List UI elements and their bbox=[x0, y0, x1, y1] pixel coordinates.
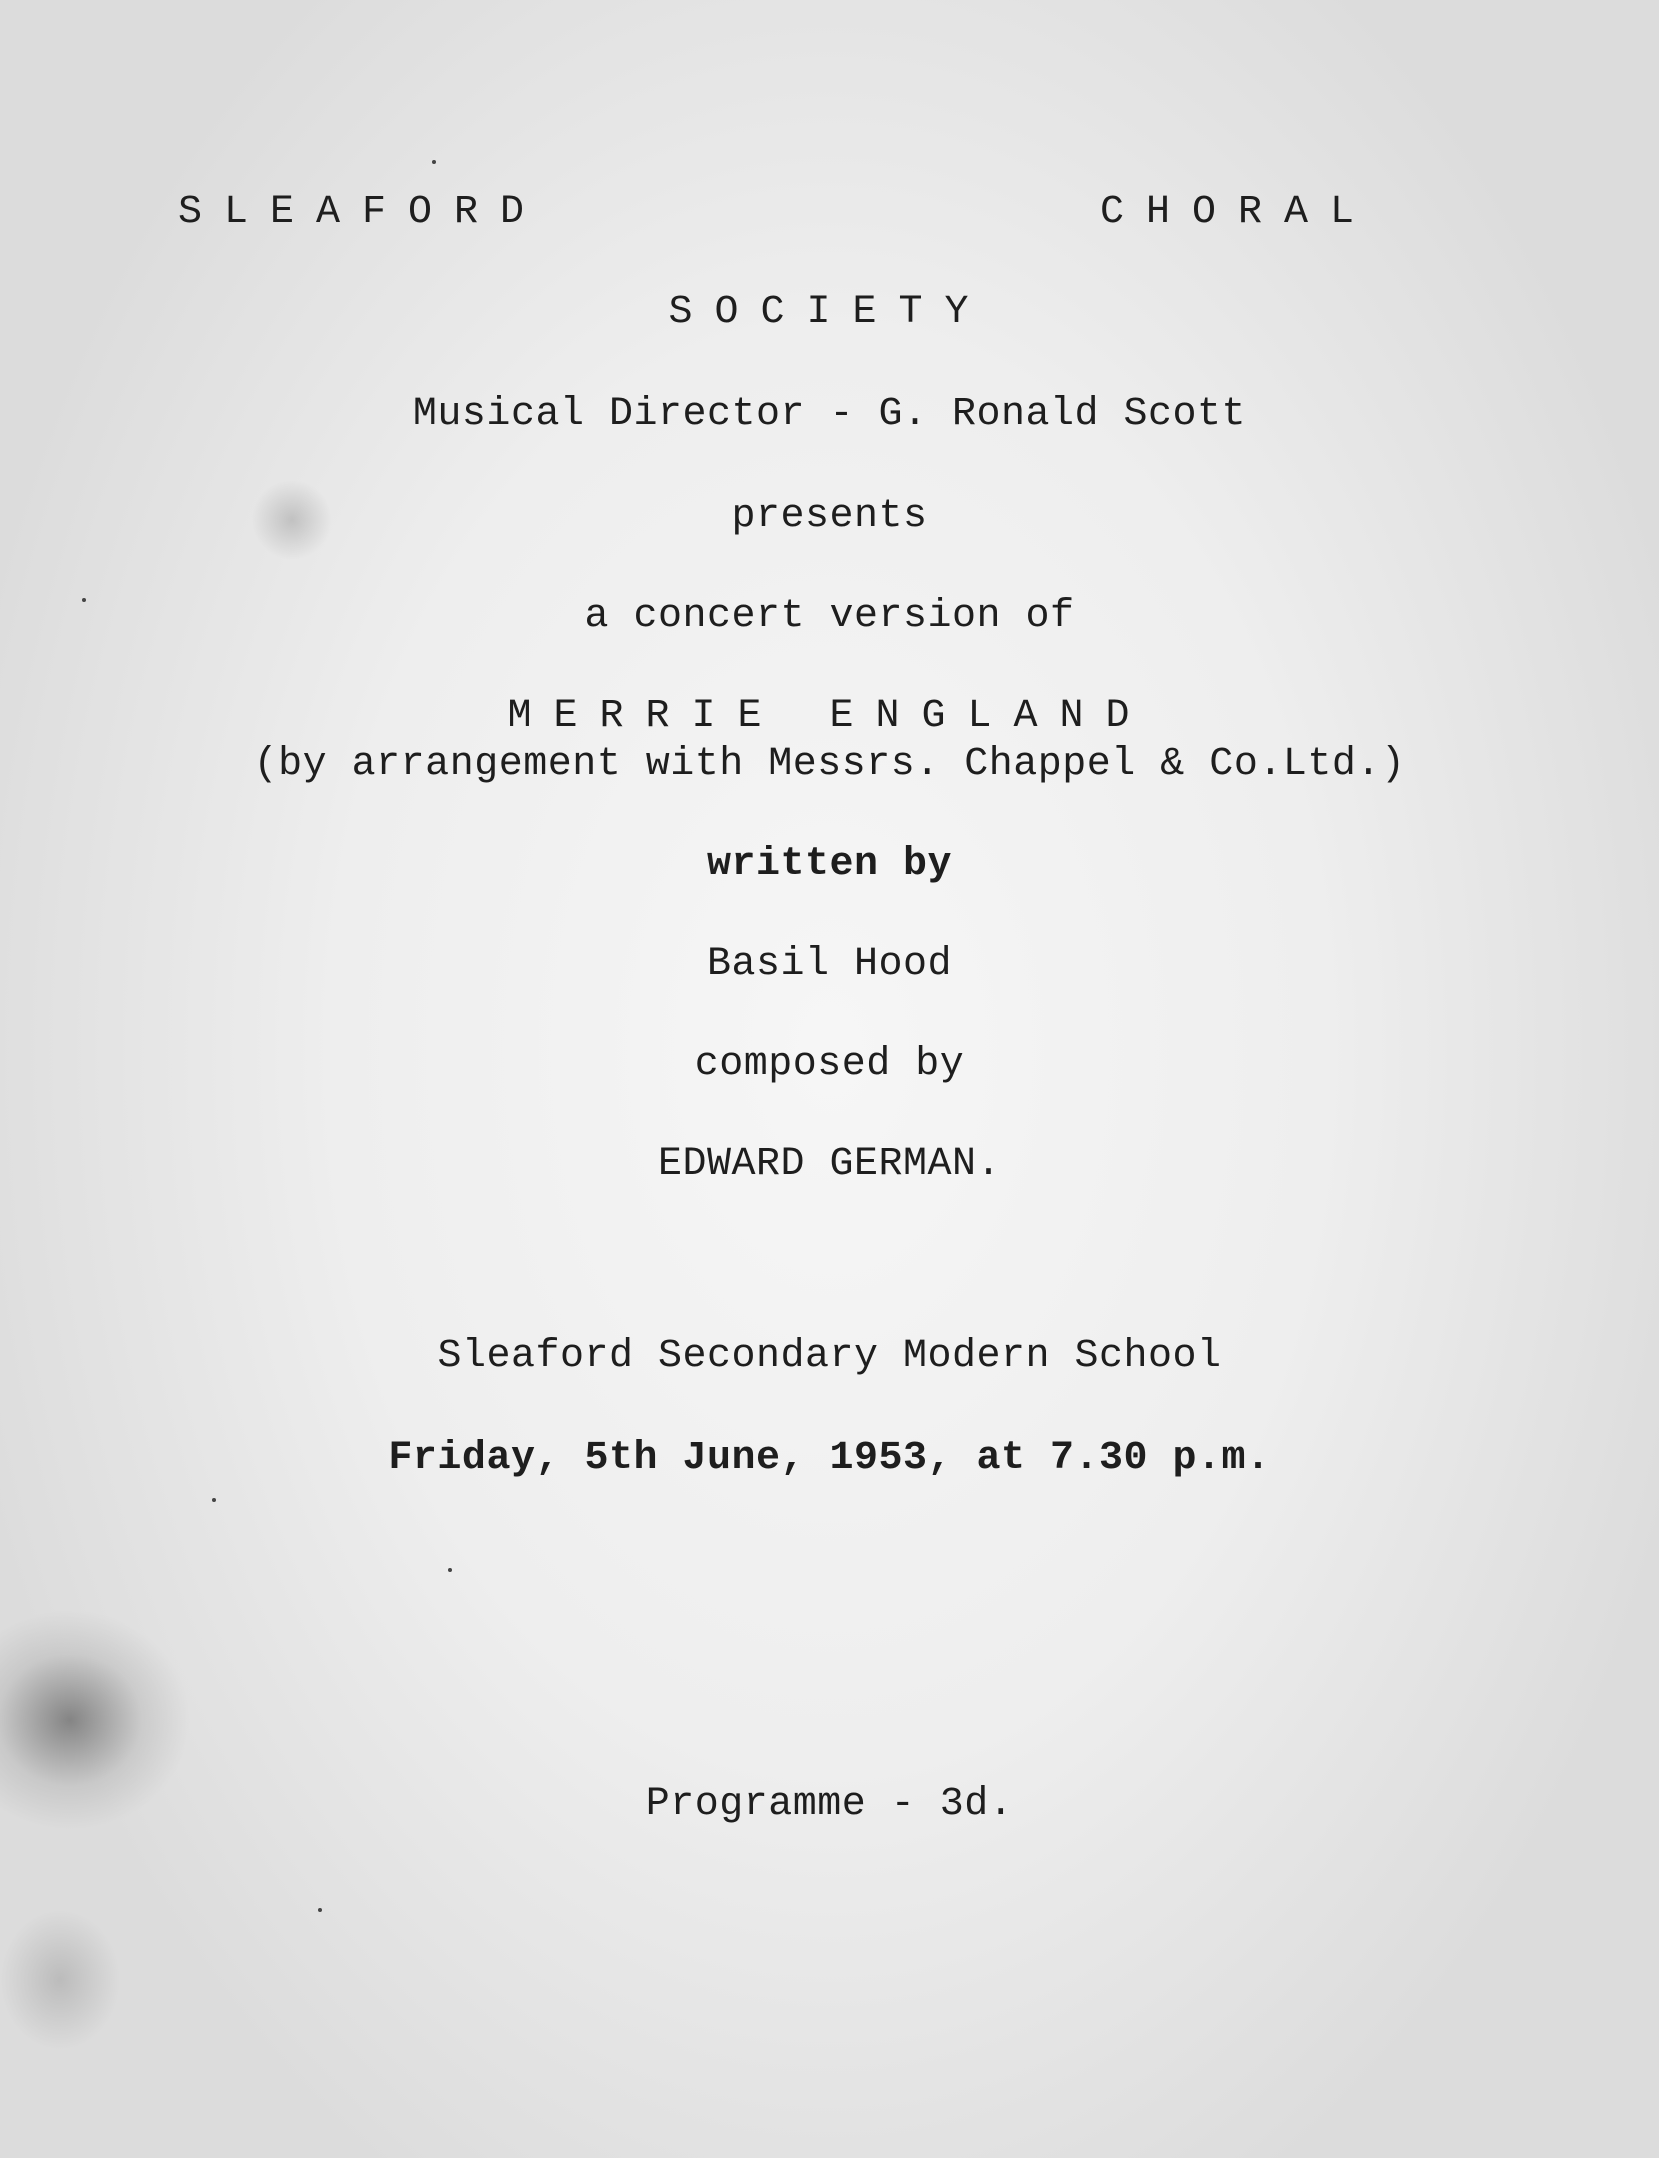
ink-speck bbox=[82, 598, 86, 602]
writer-name: Basil Hood bbox=[706, 942, 953, 987]
ink-speck bbox=[318, 1908, 322, 1912]
title-society: SOCIETY bbox=[668, 290, 991, 335]
composer-name: EDWARD GERMAN. bbox=[657, 1142, 1002, 1187]
arrangement-note: (by arrangement with Messrs. Chappel & Co.Ltd.) bbox=[253, 742, 1406, 787]
composed-by-label: composed by bbox=[694, 1042, 965, 1087]
date-time: Friday, 5th June, 1953, at 7.30 p.m. bbox=[388, 1436, 1271, 1481]
work-title: MERRIE ENGLAND bbox=[507, 694, 1152, 739]
ink-speck bbox=[448, 1568, 452, 1572]
title-sleaford: SLEAFORD bbox=[178, 190, 547, 235]
musical-director: Musical Director - G. Ronald Scott bbox=[412, 392, 1247, 437]
presents-text: presents bbox=[731, 494, 928, 539]
ink-speck bbox=[432, 160, 436, 164]
title-choral: CHORAL bbox=[1100, 190, 1377, 235]
programme-price: Programme - 3d. bbox=[645, 1782, 1014, 1827]
concert-version-text: a concert version of bbox=[584, 594, 1075, 639]
written-by-label: written by bbox=[706, 842, 953, 887]
ink-speck bbox=[212, 1498, 216, 1502]
venue: Sleaford Secondary Modern School bbox=[437, 1334, 1222, 1379]
